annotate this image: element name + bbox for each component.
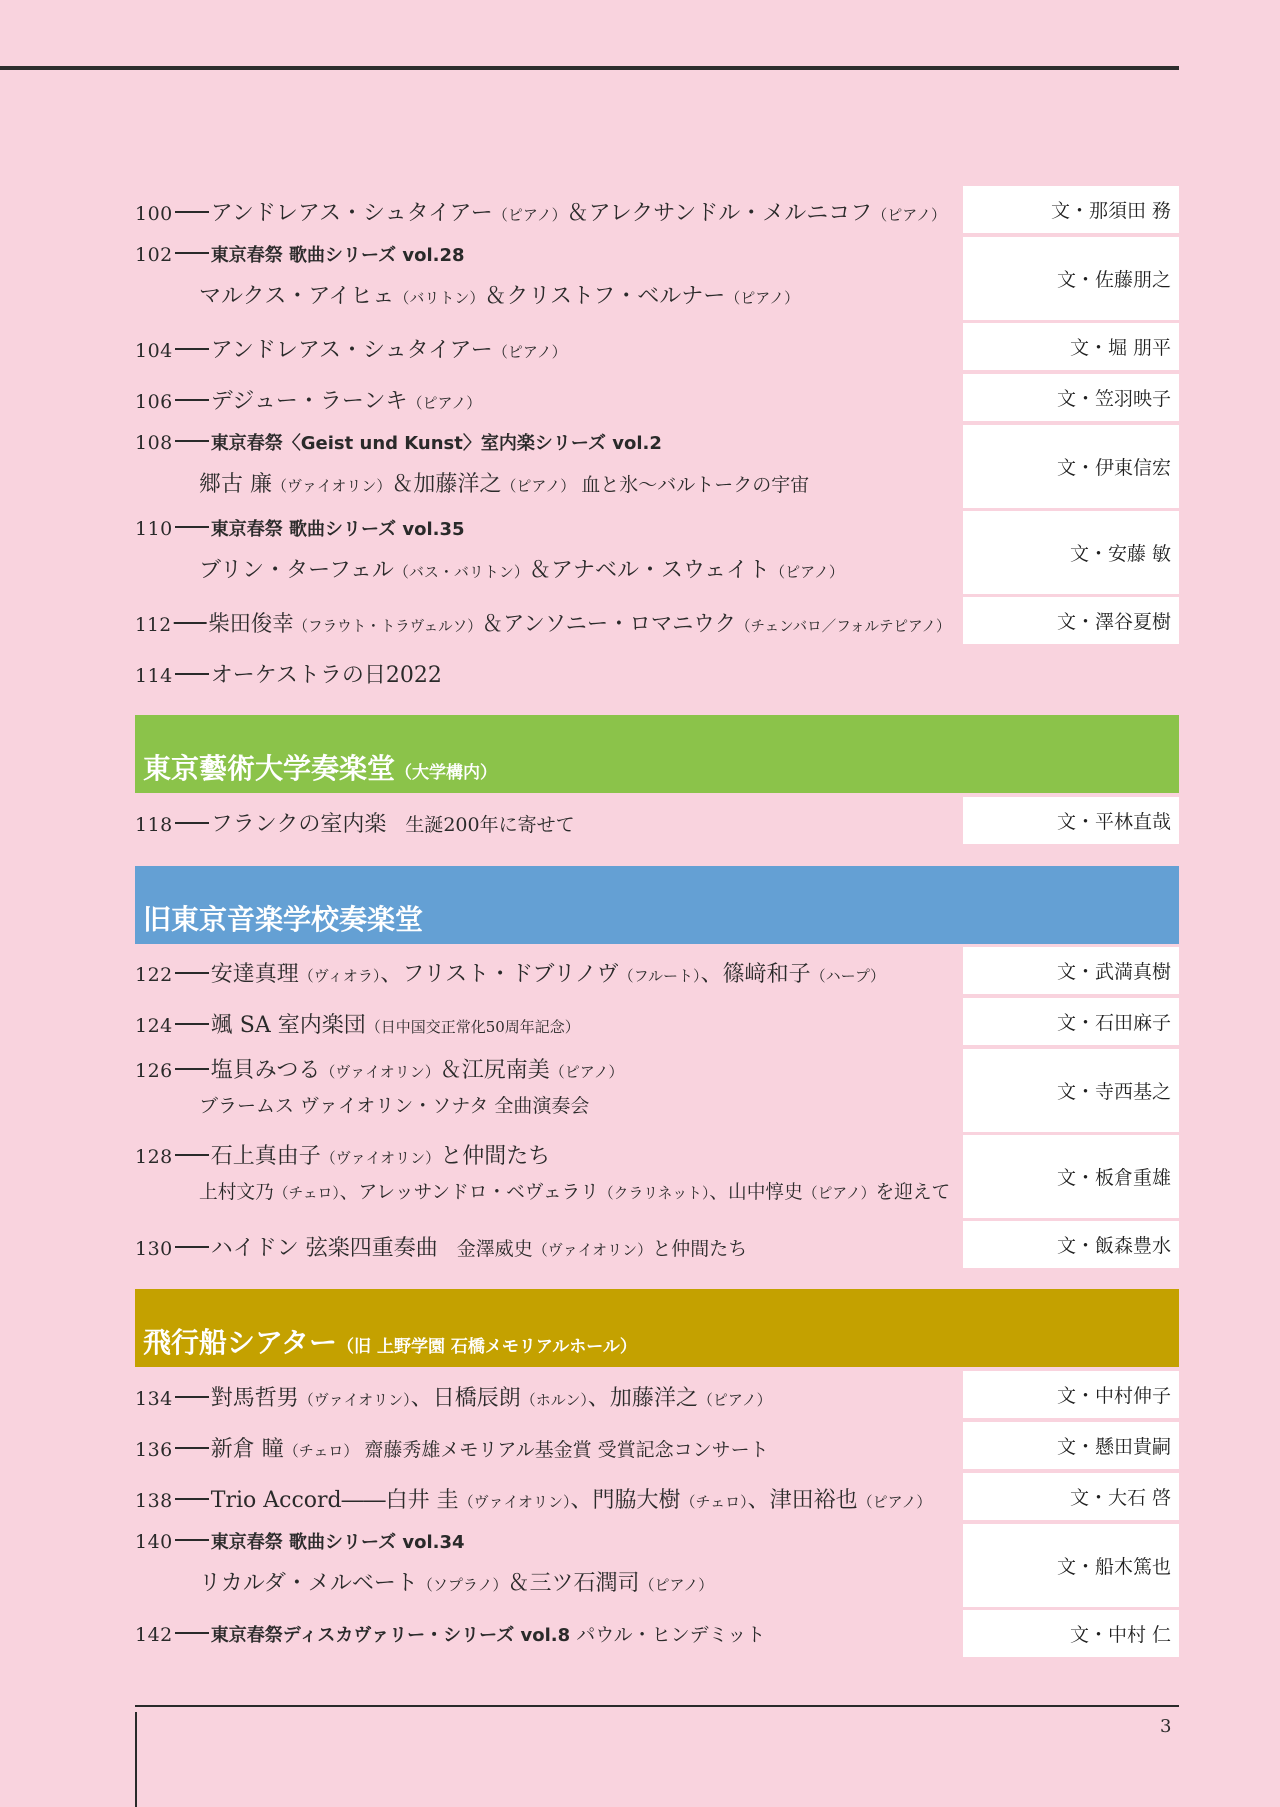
entry-text: 新倉 瞳 (210, 1436, 284, 1462)
leader-dash (175, 1632, 209, 1634)
leader-dash (175, 1539, 209, 1541)
entry-text: アンドレアス・シュタイアー (210, 200, 493, 226)
leader-dash (175, 1068, 209, 1070)
series-title: 東京春祭 歌曲シリーズ vol.35 (210, 519, 465, 540)
entry-text: 安達真理 (210, 961, 299, 987)
toc-entry[interactable] (135, 237, 1179, 320)
leader-dash (173, 622, 206, 624)
entry-title (135, 1221, 954, 1268)
entry-title (135, 323, 954, 370)
toc-entry[interactable] (135, 1221, 1179, 1268)
series-title: 東京春祭〈Geist und Kunst〉室内楽シリーズ vol.2 (210, 433, 662, 454)
role-note: （ピアノ） (639, 1576, 714, 1594)
entry-text: と仲間たち (440, 1144, 551, 1169)
role-note: （ピアノ） (697, 1390, 772, 1409)
entry-text: 對馬哲男 (210, 1385, 299, 1411)
entry-text: を迎えて (875, 1181, 951, 1203)
leader-dash (175, 1023, 209, 1025)
entry-text: 、門脇大樹 (570, 1487, 681, 1513)
entry-line-1 (135, 957, 885, 988)
venue-name: 飛行船シアター (143, 1326, 338, 1359)
role-note: （フルート） (618, 966, 701, 985)
leader-dash (175, 1447, 209, 1449)
entry-line-1 (135, 607, 950, 638)
toc-entry[interactable] (135, 186, 1179, 233)
series-title: 東京春祭 歌曲シリーズ vol.28 (210, 245, 465, 266)
role-note: （バリトン） (394, 289, 485, 307)
leader-dash (175, 972, 209, 974)
entry-text: リカルダ・メルベート (199, 1571, 418, 1596)
entry-title (135, 648, 954, 695)
entry-text: 石上真由子 (210, 1144, 321, 1169)
entry-text: 、フリスト・ドブリノヴ (380, 961, 619, 987)
toc-entry[interactable] (135, 1422, 1179, 1469)
page-ref: 122 (135, 963, 173, 986)
entry-line-2 (199, 1566, 713, 1597)
entry-text: 郷古 廉 (199, 472, 272, 497)
entry-title (135, 1422, 954, 1469)
entry-text: ＆三ツ石潤司 (507, 1571, 640, 1596)
page-ref: 102 (135, 244, 173, 266)
entry-line-1 (135, 1432, 769, 1463)
toc-entry[interactable] (135, 998, 1179, 1045)
entry-title (135, 1049, 954, 1132)
entry-text: 、アレッサンドロ・ベヴェラリ (339, 1181, 599, 1203)
leader-dash (175, 440, 209, 442)
role-note: （フラウト・トラヴェルソ） (293, 616, 482, 635)
entry-title (135, 597, 954, 644)
toc-entry[interactable] (135, 648, 1179, 695)
page-number: 3 (1160, 1716, 1172, 1737)
page-ref: 134 (135, 1387, 173, 1410)
entry-line-2 (199, 467, 809, 498)
role-note: （ヴァイオリン） (298, 1390, 411, 1409)
entry-line-2 (199, 553, 844, 584)
author-credit: 文・船木篤也 (963, 1524, 1179, 1607)
page-ref: 104 (135, 339, 173, 362)
entry-line-1 (135, 1483, 931, 1514)
page-ref: 138 (135, 1489, 173, 1512)
entry-text: 血と氷〜バルトークの宇宙 (575, 474, 810, 496)
entry-text: 齋藤秀雄メモリアル基金賞 受賞記念コンサート (358, 1438, 769, 1461)
author-credit: 文・武満真樹 (963, 947, 1179, 994)
entry-title (135, 374, 954, 421)
leader-dash (175, 348, 209, 350)
entry-line-1 (135, 1008, 580, 1039)
venue-title (143, 1321, 637, 1361)
role-note: （バス・バリトン） (393, 563, 529, 581)
entry-text: と仲間たち (652, 1237, 748, 1260)
leader-dash (175, 1246, 209, 1248)
role-note: （チェンバロ／フォルテピアノ） (736, 616, 951, 635)
leader-dash (175, 822, 209, 824)
entry-text: パウル・ヒンデミット (570, 1623, 766, 1646)
page-ref: 106 (135, 390, 173, 413)
entry-line-2 (199, 1091, 589, 1118)
toc-entry[interactable] (135, 797, 1179, 844)
author-credit: 文・大石 啓 (963, 1473, 1179, 1520)
entry-text: ＆アンソニー・ロマニウク (481, 611, 737, 637)
entry-text: 、津田裕也 (747, 1487, 858, 1513)
author-credit: 文・中村 仁 (963, 1610, 1179, 1657)
toc-entry[interactable] (135, 1610, 1179, 1657)
entry-line-1 (135, 429, 662, 455)
toc-entry[interactable] (135, 947, 1179, 994)
author-credit: 文・飯森豊水 (963, 1221, 1179, 1268)
leader-dash (175, 399, 209, 401)
role-note: （ピアノ） (549, 1063, 624, 1081)
entry-text: 金澤威史 (437, 1237, 533, 1260)
leader-dash (175, 1498, 209, 1500)
role-note: （ヴァイオリン） (320, 1063, 440, 1081)
entry-text: 塩貝みつる (210, 1058, 321, 1083)
entry-text: ＆アナベル・スウェイト (528, 558, 771, 583)
entry-text: 柴田俊幸 (208, 611, 294, 637)
entry-text: ハイドン 弦楽四重奏曲 (210, 1235, 438, 1261)
entry-text: ブラームス ヴァイオリン・ソナタ 全曲演奏会 (199, 1095, 590, 1117)
entry-text: ＆江尻南美 (439, 1058, 550, 1083)
entry-text: ＆アレクサンドル・メルニコフ (566, 200, 873, 226)
page-ref: 114 (135, 664, 173, 687)
toc-entry[interactable] (135, 1049, 1179, 1132)
page-ref: 124 (135, 1014, 173, 1037)
entry-title (135, 947, 954, 994)
entry-title (135, 1135, 954, 1218)
leader-dash (175, 526, 209, 528)
author-credit: 文・板倉重雄 (963, 1135, 1179, 1218)
author-credit: 文・安藤 敏 (963, 511, 1179, 594)
venue-title (143, 898, 423, 938)
top-rule (0, 66, 1179, 70)
author-credit: 文・那須田 務 (963, 186, 1179, 233)
venue-header (135, 866, 1179, 944)
role-note: （ヴァイオリン） (272, 477, 392, 495)
role-note: （チェロ） (283, 1441, 359, 1460)
author-credit: 文・寺西基之 (963, 1049, 1179, 1132)
toc-entry[interactable] (135, 374, 1179, 421)
author-credit: 文・石田麻子 (963, 998, 1179, 1045)
role-note: （チェロ） (273, 1184, 340, 1202)
toc-entry[interactable] (135, 1371, 1179, 1418)
entry-text: アンドレアス・シュタイアー (210, 337, 493, 363)
page-ref: 140 (135, 1531, 173, 1553)
venue-subtitle: （旧 上野学園 石橋メモリアルホール） (337, 1337, 637, 1357)
toc-entry[interactable] (135, 1524, 1179, 1607)
entry-title (135, 511, 954, 594)
toc-entry[interactable] (135, 1135, 1179, 1218)
toc-entry[interactable] (135, 323, 1179, 370)
leader-dash (175, 673, 209, 675)
toc-entry[interactable] (135, 1473, 1179, 1520)
entry-text: 、山中惇史 (709, 1181, 803, 1203)
entry-title (135, 998, 954, 1045)
page-ref: 112 (135, 613, 172, 636)
author-credit: 文・伊東信宏 (963, 425, 1179, 508)
author-credit: 文・懸田貴嗣 (963, 1422, 1179, 1469)
role-note: （ハープ） (810, 966, 885, 985)
role-note: （ピアノ） (725, 289, 800, 307)
entry-text: ＆加藤洋之 (391, 472, 502, 497)
entry-title (135, 237, 954, 320)
venue-name: 東京藝術大学奏楽堂 (143, 752, 396, 785)
venue-name: 旧東京音楽学校奏楽堂 (143, 903, 424, 936)
entry-line-2 (199, 1177, 950, 1204)
page-ref: 100 (135, 202, 173, 225)
toc-entry[interactable] (135, 511, 1179, 594)
entry-text: 、篠﨑和子 (700, 961, 811, 987)
role-note: （ピアノ） (857, 1492, 932, 1511)
role-note: （ピアノ） (501, 477, 576, 495)
page-ref: 128 (135, 1146, 173, 1168)
toc-entry[interactable] (135, 425, 1179, 508)
page-ref: 142 (135, 1623, 173, 1646)
venue-title (143, 747, 497, 787)
entry-title (135, 425, 954, 508)
entry-text: マルクス・アイヒェ (199, 284, 395, 309)
series-title: 東京春祭 歌曲シリーズ vol.34 (210, 1532, 465, 1553)
role-note: （クラリネット） (598, 1184, 710, 1202)
leader-dash (175, 1396, 209, 1398)
role-note: （ソプラノ） (417, 1576, 508, 1594)
entry-text: ＆クリストフ・ベルナー (484, 284, 726, 309)
role-note: （ピアノ） (407, 393, 482, 412)
entry-text: デジュー・ラーンキ (210, 388, 408, 414)
entry-title (135, 1371, 954, 1418)
role-note: （チェロ） (680, 1492, 748, 1511)
entry-title (135, 1473, 954, 1520)
entry-line-1 (135, 1231, 747, 1262)
entry-line-1 (135, 658, 442, 689)
author-credit: 文・笠羽映子 (963, 374, 1179, 421)
entry-line-1 (135, 1139, 550, 1170)
entry-text: ブリン・ターフェル (199, 558, 394, 583)
role-note: （ホルン） (520, 1390, 588, 1409)
role-note: （ピアノ） (802, 1184, 876, 1202)
page-ref: 130 (135, 1237, 173, 1260)
entry-line-1 (135, 1620, 765, 1647)
entry-text: 、加藤洋之 (587, 1385, 698, 1411)
entry-text: 颯 SA 室内楽団 (210, 1012, 366, 1038)
role-note: （ピアノ） (492, 342, 567, 361)
role-note: （ピアノ） (770, 563, 844, 581)
entry-text: Trio Accord――白井 圭 (210, 1487, 459, 1513)
page-ref: 118 (135, 813, 173, 836)
entry-title (135, 186, 954, 233)
entry-text: フランクの室内楽 (210, 811, 387, 837)
entry-line-2 (199, 279, 799, 310)
leader-dash (175, 252, 209, 254)
page-ref: 126 (135, 1060, 173, 1082)
role-note: （日中国交正常化50周年記念） (365, 1017, 580, 1036)
entry-line-1 (135, 241, 465, 267)
role-note: （ヴィオラ） (298, 966, 381, 985)
entry-title (135, 797, 954, 844)
author-credit: 文・澤谷夏樹 (963, 597, 1179, 644)
leader-dash (175, 1154, 209, 1156)
toc-entry[interactable] (135, 597, 1179, 644)
role-note: （ヴァイオリン） (320, 1149, 441, 1167)
entry-line-1 (135, 384, 481, 415)
entry-text: 生誕200年に寄せて (386, 813, 575, 836)
venue-subtitle: （大学構内） (395, 763, 498, 783)
bottom-margin-line (135, 1712, 137, 1807)
entry-line-1 (135, 1381, 772, 1412)
author-credit: 文・佐藤朋之 (963, 237, 1179, 320)
role-note: （ヴァイオリン） (532, 1240, 653, 1259)
entry-line-1 (135, 807, 575, 838)
role-note: （ピアノ） (872, 205, 947, 224)
entry-line-1 (135, 1528, 465, 1554)
entry-text: 上村文乃 (199, 1181, 274, 1203)
author-credit: 文・堀 朋平 (963, 323, 1179, 370)
entry-text: オーケストラの日2022 (210, 662, 442, 688)
entry-title (135, 1610, 954, 1657)
bottom-rule (135, 1705, 1179, 1707)
entry-text: 、日橋辰朗 (410, 1385, 521, 1411)
role-note: （ヴァイオリン） (458, 1492, 571, 1511)
entry-line-1 (135, 196, 946, 227)
entry-title (135, 1524, 954, 1607)
page-ref: 110 (135, 518, 173, 540)
author-credit: 文・平林直哉 (963, 797, 1179, 844)
series-title: 東京春祭ディスカヴァリー・シリーズ vol.8 (210, 1624, 571, 1646)
role-note: （ピアノ） (492, 205, 567, 224)
entry-line-1 (135, 333, 567, 364)
author-credit: 文・中村伸子 (963, 1371, 1179, 1418)
entry-line-1 (135, 515, 465, 541)
page-ref: 108 (135, 432, 173, 454)
venue-header (135, 1289, 1179, 1367)
page-ref: 136 (135, 1438, 173, 1461)
leader-dash (175, 211, 209, 213)
entry-line-1 (135, 1053, 624, 1084)
venue-header (135, 715, 1179, 793)
